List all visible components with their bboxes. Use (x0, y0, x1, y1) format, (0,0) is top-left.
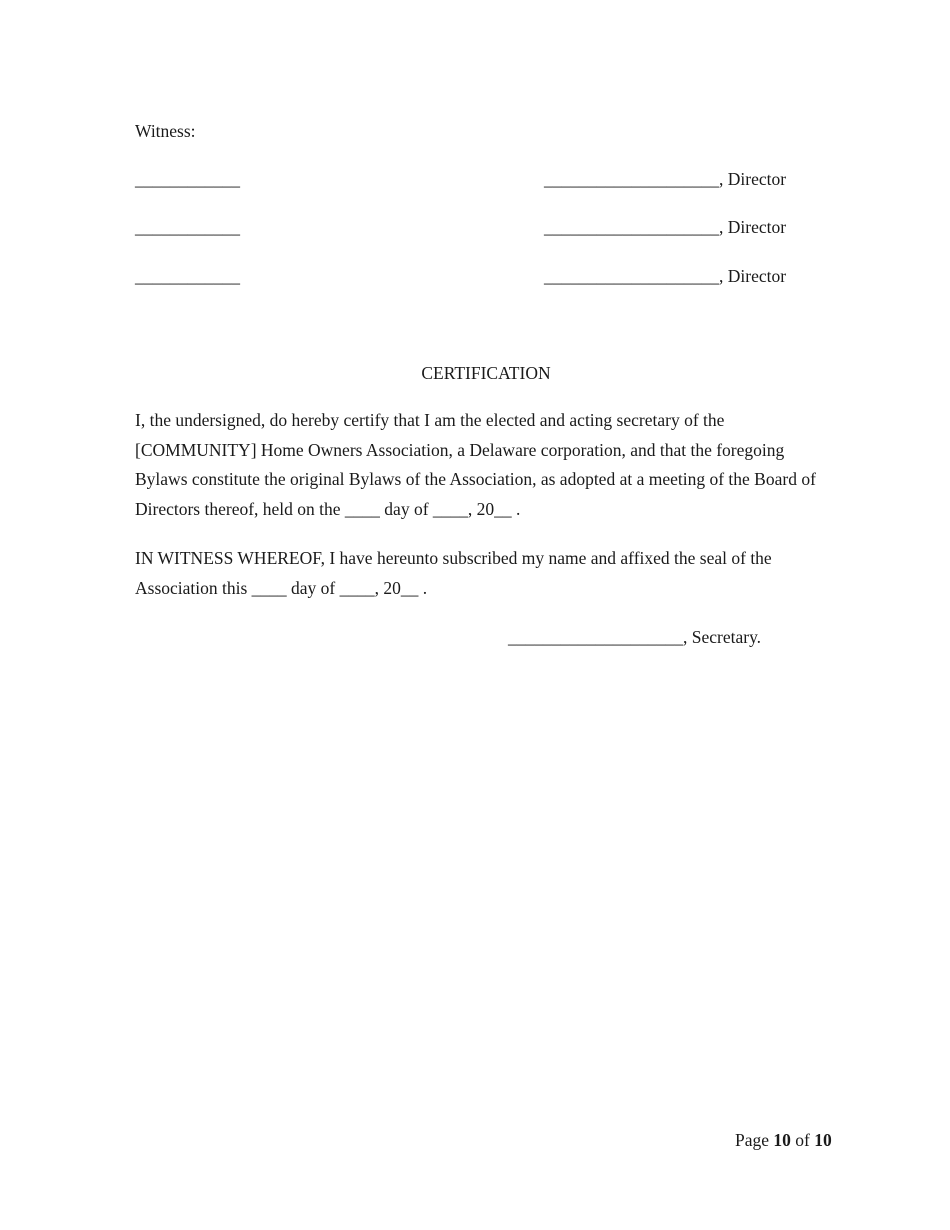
current-page-number: 10 (773, 1130, 791, 1150)
witness-signature-line-1: ____________ (135, 169, 240, 189)
witness-signature-line-2: ____________ (135, 217, 240, 237)
page-of-text: of (790, 1130, 815, 1150)
total-pages-number: 10 (814, 1130, 832, 1150)
witness-signature-line-3: ____________ (135, 266, 240, 286)
certification-paragraph-2: IN WITNESS WHEREOF, I have hereunto subscribed my name and affixed the seal of the Association this ____ day of ____, 20__ . (135, 548, 772, 598)
certification-title: CERTIFICATION (421, 363, 551, 383)
director-signature-line-1: ____________________, Director (544, 169, 787, 189)
certification-paragraph-1: I, the undersigned, do hereby certify that I am the elected and acting secretary of the [COMMUNITY] Home Owners Association, a Delaware corporation, and that the foregoing Bylaws constitute the original Bylaws of the Association, as adopted at a meeting of the Board of Directors thereof, held on the ____ day of ____, 20__ . (135, 410, 816, 519)
secretary-signature-line: ____________________, Secretary. (508, 627, 762, 647)
page-number-footer (735, 1132, 832, 1150)
director-signature-line-2: ____________________, Director (544, 217, 787, 237)
witness-label: Witness: (135, 121, 196, 141)
page-prefix: Page (735, 1130, 774, 1150)
director-signature-line-3: ____________________, Director (544, 266, 787, 286)
